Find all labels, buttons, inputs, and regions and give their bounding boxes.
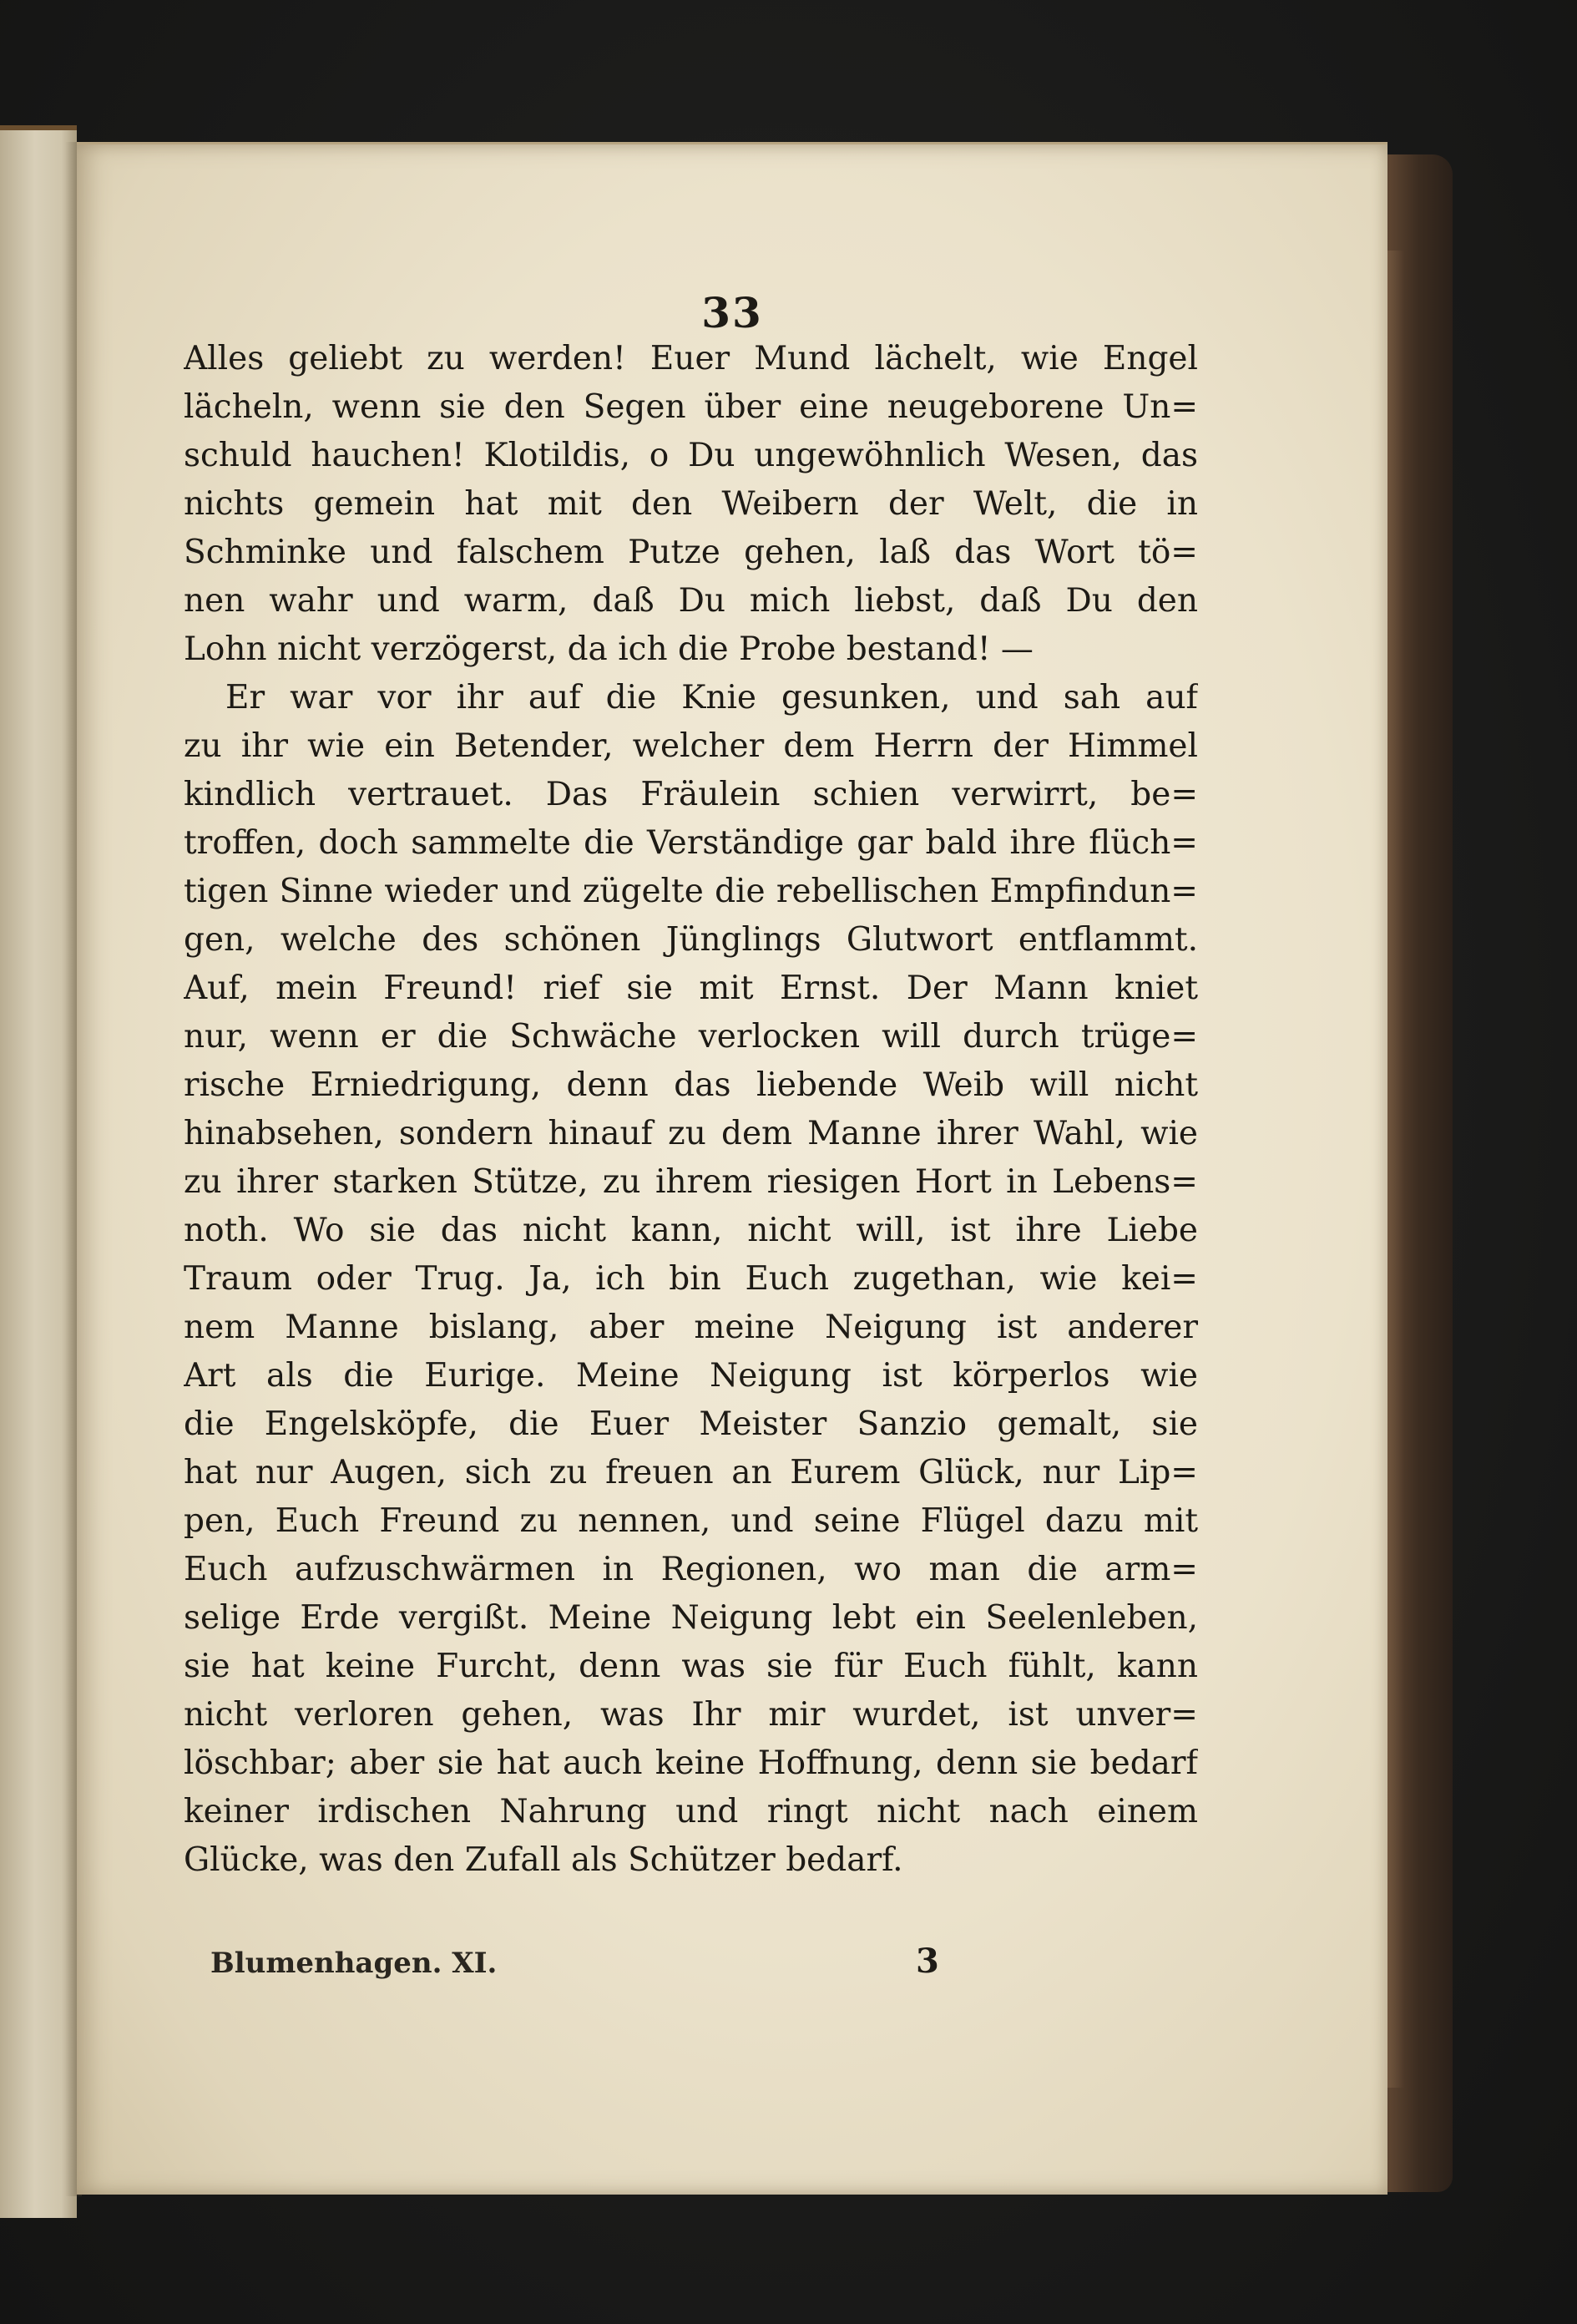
text-line: lächeln, wenn sie den Segen über eine neugeborene Un=: [184, 388, 1198, 426]
footer-sheet-number: 3: [916, 1942, 939, 1981]
footer-signature: Blumenhagen. XI.: [210, 1947, 498, 1980]
text-line: troffen, doch sammelte die Verständige gar bald ihre flüch=: [184, 824, 1198, 862]
text-line: Art als die Eurige. Meine Neigung ist körperlos wie: [184, 1357, 1198, 1395]
text-line: pen, Euch Freund zu nennen, und seine Flügel dazu mit: [184, 1502, 1198, 1540]
text-line: zu ihr wie ein Betender, welcher dem Herrn der Himmel: [184, 727, 1198, 765]
text-line: Euch aufzuschwärmen in Regionen, wo man die arm=: [184, 1551, 1198, 1588]
book-page: [77, 142, 1387, 2195]
text-line: hinabsehen, sondern hinauf zu dem Manne ihrer Wahl, wie: [184, 1115, 1198, 1152]
text-line: nichts gemein hat mit den Weibern der Welt, die in: [184, 485, 1198, 523]
text-line: noth. Wo sie das nicht kann, nicht will, ist ihre Liebe: [184, 1212, 1198, 1249]
text-line: Schminke und falschem Putze gehen, laß das Wort tö=: [184, 534, 1198, 571]
text-line: rische Erniedrigung, denn das liebende Weib will nicht: [184, 1066, 1198, 1104]
text-line: die Engelsköpfe, die Euer Meister Sanzio gemalt, sie: [184, 1405, 1198, 1443]
text-line: nur, wenn er die Schwäche verlocken will durch trüge=: [184, 1018, 1198, 1056]
cover-edge-highlight: [1386, 251, 1404, 2088]
text-line: Alles geliebt zu werden! Euer Mund lächelt, wie Engel: [184, 340, 1198, 377]
text-line: Lohn nicht verzögerst, da ich die Probe bestand! —: [184, 630, 1034, 668]
text-line: hat nur Augen, sich zu freuen an Eurem Glück, nur Lip=: [184, 1454, 1198, 1491]
text-line: Auf, mein Freund! rief sie mit Ernst. Der Mann kniet: [184, 970, 1198, 1007]
text-line: Er war vor ihr auf die Knie gesunken, und sah auf: [225, 679, 1198, 716]
text-line: nen wahr und warm, daß Du mich liebst, daß Du den: [184, 582, 1198, 620]
text-line: nem Manne bislang, aber meine Neigung ist anderer: [184, 1309, 1198, 1346]
text-line: tigen Sinne wieder und zügelte die rebellischen Empfindun=: [184, 873, 1198, 910]
text-line: zu ihrer starken Stütze, zu ihrem riesigen Hort in Lebens=: [184, 1163, 1198, 1201]
text-line: schuld hauchen! Klotildis, o Du ungewöhnlich Wesen, das: [184, 437, 1198, 474]
text-line: gen, welche des schönen Jünglings Glutwort entflammt.: [184, 921, 1198, 959]
text-line: löschbar; aber sie hat auch keine Hoffnung, denn sie bedarf: [184, 1744, 1198, 1782]
text-line: Glücke, was den Zufall als Schützer bedarf.: [184, 1841, 903, 1879]
text-line: kindlich vertrauet. Das Fräulein schien verwirrt, be=: [184, 776, 1198, 813]
text-line: Traum oder Trug. Ja, ich bin Euch zugethan, wie kei=: [184, 1260, 1198, 1298]
text-line: sie hat keine Furcht, denn was sie für Euch fühlt, kann: [184, 1648, 1198, 1685]
text-line: keiner irdischen Nahrung und ringt nicht nach einem: [184, 1793, 1198, 1830]
text-line: selige Erde vergißt. Meine Neigung lebt ein Seelenleben,: [184, 1599, 1198, 1637]
page-number: 33: [701, 288, 763, 337]
text-line: nicht verloren gehen, was Ihr mir wurdet, ist unver=: [184, 1696, 1198, 1734]
